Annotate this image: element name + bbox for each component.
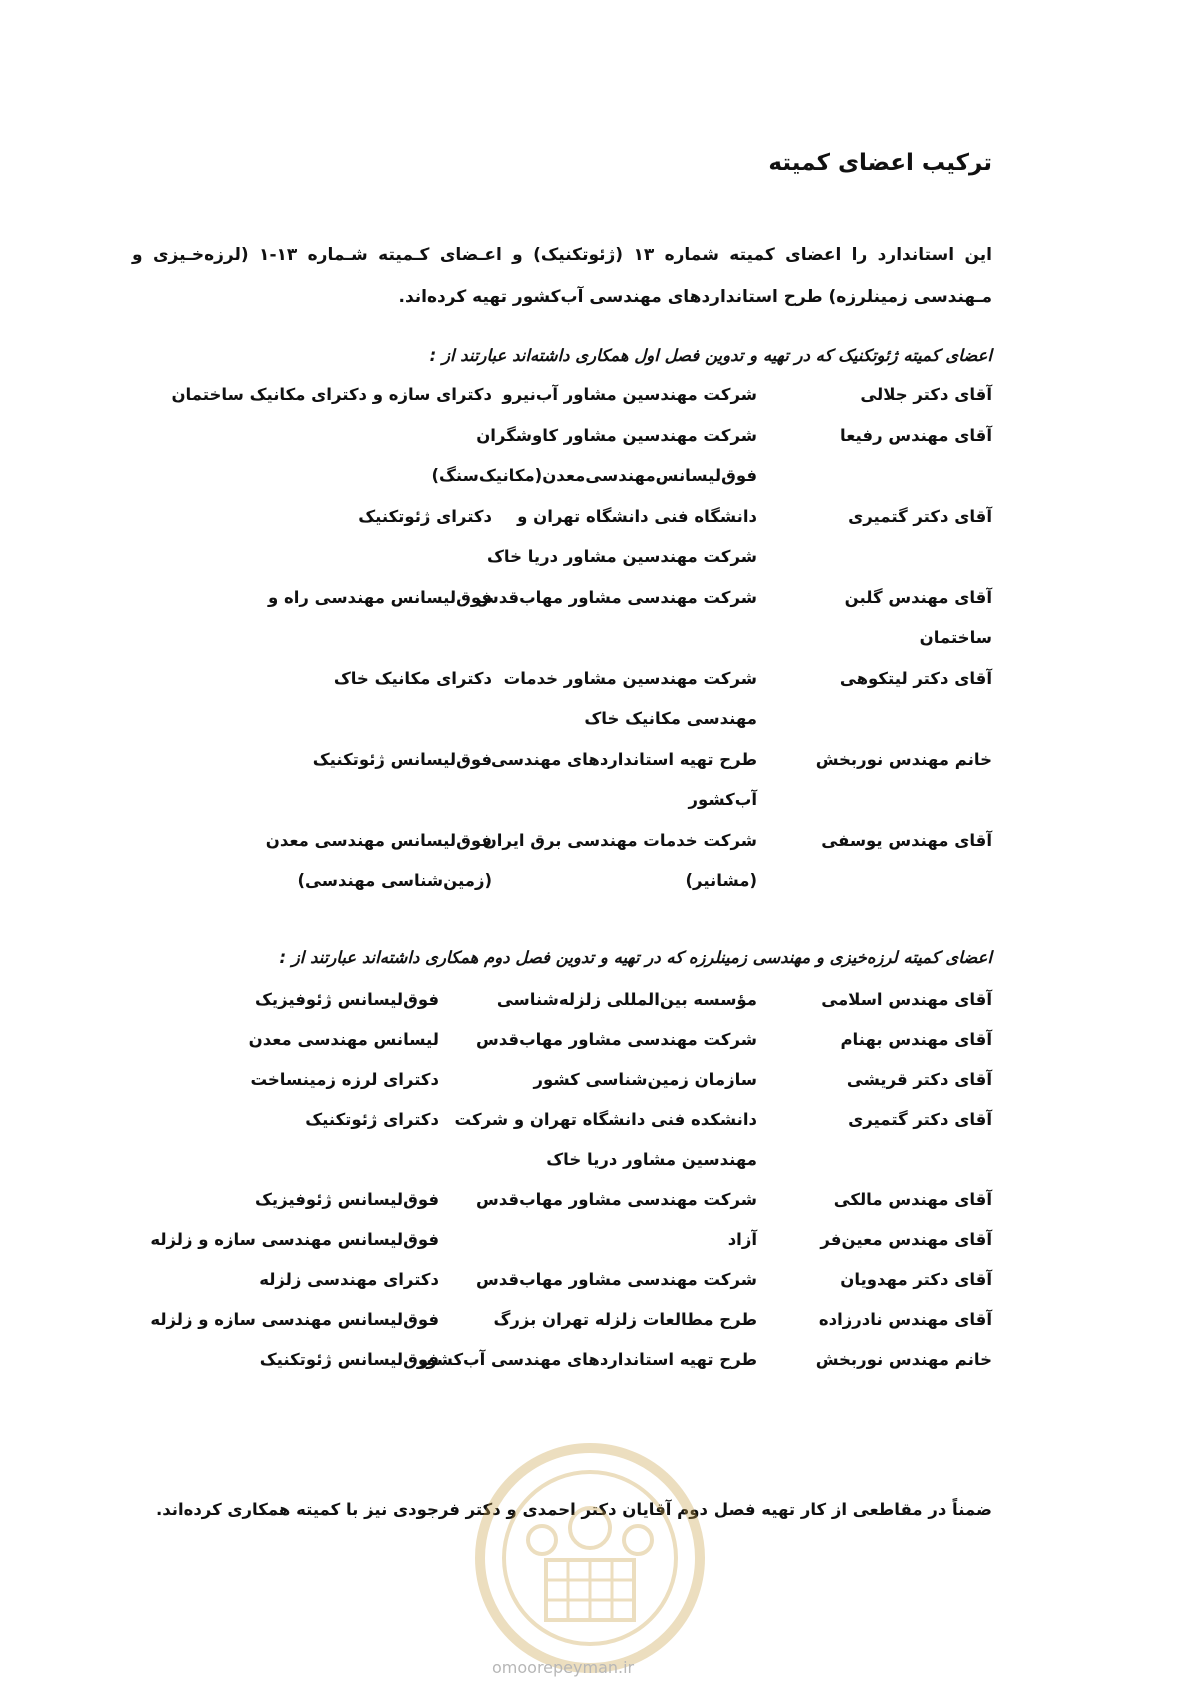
member-name: آقای دکتر قریشی [846, 1070, 992, 1089]
member-organization: شرکت مهندسی مشاور مهاب‌قدس [475, 1190, 757, 1209]
member-organization: دانشگاه فنی دانشگاه تهران و [517, 507, 757, 526]
member-degree-line2: (زمین‌شناسی مهندسی) [297, 871, 492, 890]
member-name: آقای مهندس گلبن [844, 588, 992, 607]
member-organization: دانشکده فنی دانشگاه تهران و شرکت [454, 1110, 757, 1129]
member-organization-line2: مهندسین مشاور دریا خاک [546, 1150, 757, 1169]
member-name: خانم مهندس نوربخش [815, 750, 992, 769]
member-name: آقای مهندس اسلامی [821, 990, 992, 1009]
member-name: آقای مهندس نادرزاده [818, 1310, 992, 1329]
member-organization-line2: (مشانیر) [685, 871, 757, 890]
member-organization-line2: فوق‌لیسانس‌مهندسی‌معدن(مکانیک‌سنگ) [431, 466, 757, 485]
member-degree: دکترای سازه و دکترای مکانیک ساختمان [171, 385, 492, 404]
member-organization-line2: مهندسی مکانیک خاک [584, 709, 757, 728]
member-degree: فوق‌لیسانس مهندسی معدن [265, 831, 492, 850]
member-degree: دکترای مکانیک خاک [333, 669, 492, 688]
intro-paragraph: این استاندارد را اعضای کمیته شماره ۱۳ (ژئوتکنیک) و اعـضای کـمیته شـماره ۱۳-۱ (لرزه‌خـیزی و مـهندسی زمینلرزه) طرح استانداردهای مهندسی آب‌کشور تهیه کرده‌اند. [132, 245, 992, 307]
watermark-seal-icon [472, 1440, 708, 1676]
page-title: ترکیب اعضای کمیته [768, 150, 992, 176]
member-organization: شرکت مهندسی مشاور مهاب‌قدس [475, 1270, 757, 1289]
member-degree: فوق‌لیسانس مهندسی راه و [267, 588, 492, 607]
member-name-line2: ساختمان [919, 628, 992, 647]
member-organization: شرکت مهندسین مشاور کاوشگران [476, 426, 757, 445]
member-name: آقای مهندس مالکی [833, 1190, 992, 1209]
member-degree: دکترای ژئوتکنیک [358, 507, 492, 526]
member-name: آقای دکتر گتمیری [848, 1110, 992, 1129]
member-degree: فوق‌لیسانس ژئوتکنیک [312, 750, 492, 769]
member-name: آقای دکتر مهدویان [840, 1270, 992, 1289]
member-organization: مؤسسه بین‌المللی زلزله‌شناسی [496, 990, 757, 1009]
member-degree: دکترای مهندسی زلزله [259, 1270, 439, 1289]
member-organization: طرح مطالعات زلزله تهران بزرگ [493, 1310, 757, 1329]
member-degree: فوق‌لیسانس ژئوفیزیک [254, 1190, 439, 1209]
member-degree: فوق‌لیسانس ژئوفیزیک [254, 990, 439, 1009]
member-name: آقای مهندس معین‌فر [820, 1230, 992, 1249]
member-name: آقای دکتر گتمیری [848, 507, 992, 526]
member-organization: طرح تهیه استانداردهای مهندسی آب‌کشور [416, 1350, 757, 1369]
member-name: آقای مهندس رفیعا [840, 426, 992, 445]
member-degree: فوق‌لیسانس مهندسی سازه و زلزله [150, 1310, 439, 1329]
member-organization-line2: شرکت مهندسین مشاور دریا خاک [486, 547, 757, 566]
member-name: آقای مهندس یوسفی [821, 831, 992, 850]
member-organization: سازمان زمین‌شناسی کشور [533, 1070, 757, 1089]
section1-heading: اعضای کمیته ژئوتکنیک که در تهیه و تدوین فصل اول همکاری داشته‌اند عبارتند از : [429, 346, 992, 365]
member-organization: شرکت خدمات مهندسی برق ایران [482, 831, 757, 850]
member-degree: دکترای ژئوتکنیک [305, 1110, 439, 1129]
member-organization: شرکت مهندسی مشاور مهاب‌قدس [475, 588, 757, 607]
member-organization-line2: آب‌کشور [688, 790, 757, 809]
member-degree: لیسانس مهندسی معدن [248, 1030, 439, 1049]
member-degree: دکترای لرزه زمینساخت [250, 1070, 439, 1089]
member-organization: شرکت مهندسین مشاور خدمات [503, 669, 757, 688]
member-organization: آزاد [727, 1230, 757, 1249]
member-organization: شرکت مهندسین مشاور آب‌نیرو [502, 385, 757, 404]
member-name: خانم مهندس نوربخش [815, 1350, 992, 1369]
member-degree: فوق‌لیسانس ژئوتکنیک [259, 1350, 439, 1369]
member-name: آقای دکتر لیتکوهی [839, 669, 992, 688]
closing-note: ضمناً در مقاطعی از کار تهیه فصل دوم آقایان دکتر احمدی و دکتر فرجودی نیز با کمیته همکاری کرده‌اند. [155, 1500, 992, 1519]
watermark-site-text: omoorepeyman.ir [492, 1658, 635, 1677]
member-name: آقای مهندس بهنام [840, 1030, 992, 1049]
member-organization: طرح تهیه استانداردهای مهندسی [491, 750, 757, 769]
member-organization: شرکت مهندسی مشاور مهاب‌قدس [475, 1030, 757, 1049]
member-degree: فوق‌لیسانس مهندسی سازه و زلزله [150, 1230, 439, 1249]
section2-heading: اعضای کمیته لرزه‌خیزی و مهندسی زمینلرزه که در تهیه و تدوین فصل دوم همکاری داشته‌اند عبارتند از : [279, 948, 992, 967]
member-name: آقای دکتر جلالی [860, 385, 992, 404]
